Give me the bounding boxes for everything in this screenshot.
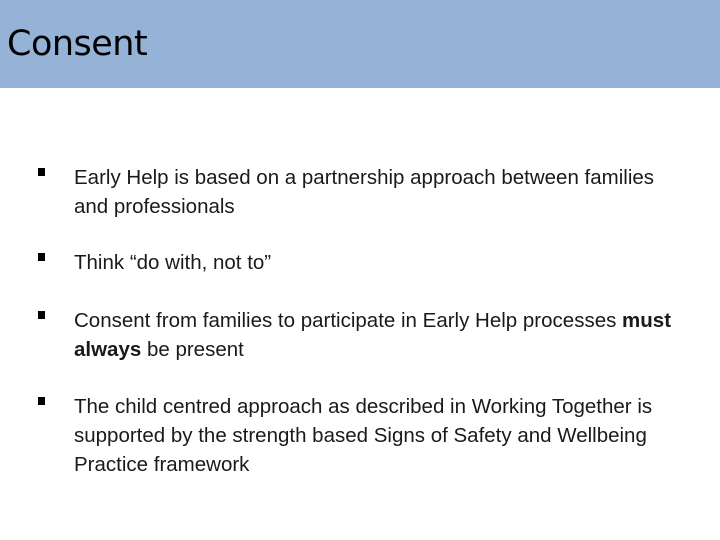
square-bullet-icon — [38, 311, 45, 320]
bullet-text — [74, 306, 684, 364]
bullet-text-start: Consent from families to participate in Early Help processes — [74, 309, 623, 332]
title-bar — [0, 0, 720, 88]
bullet-text-end: be present — [141, 338, 244, 361]
bullet-text: Think “do with, not to” — [74, 251, 272, 274]
bullet-text: Early Help is based on a partnership approach between families and professionals — [74, 166, 655, 218]
square-bullet-icon — [38, 397, 45, 406]
slide-title: Consent — [7, 24, 148, 64]
bullet-text: The child centred approach as described in Working Together is supported by the strength based Signs of Safety and Wellbeing Practice framework — [74, 395, 653, 476]
square-bullet-icon — [38, 253, 45, 262]
bullet-text-emphasis: must always — [74, 309, 672, 361]
square-bullet-icon — [38, 168, 45, 177]
